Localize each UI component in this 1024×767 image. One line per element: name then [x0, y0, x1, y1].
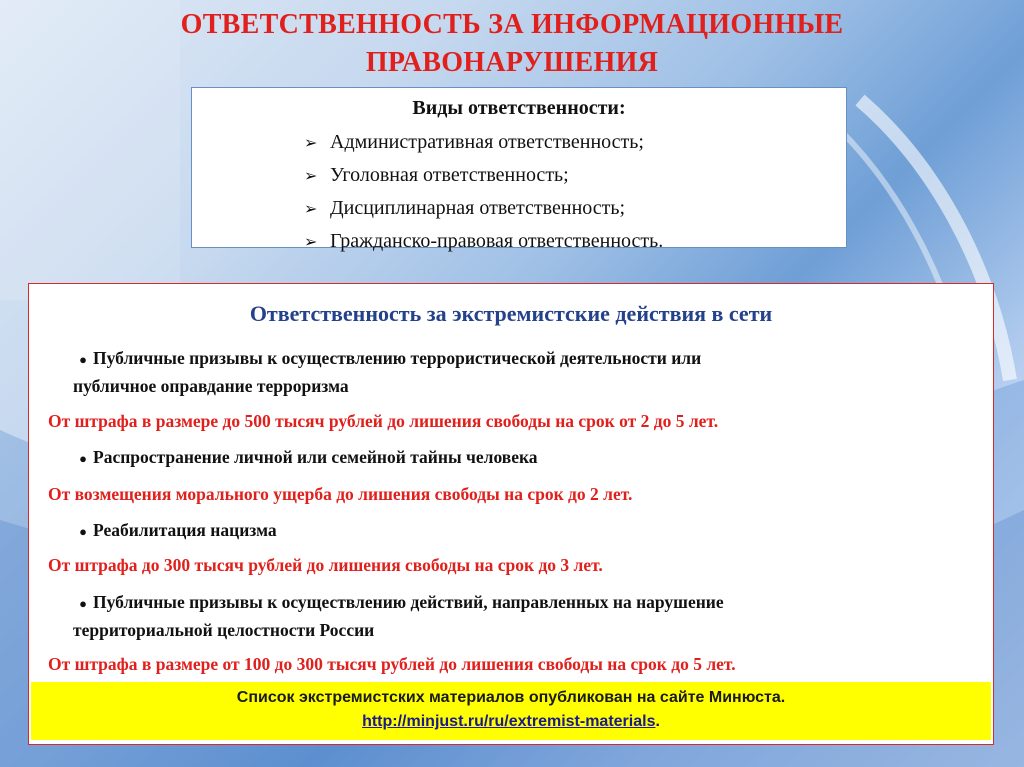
- offense-text: Распространение личной или семейной тайны человека: [93, 447, 538, 467]
- notice-text: Список экстремистских материалов опубликован на сайте Минюста.: [236, 689, 786, 706]
- offense-text: публичное оправдание терроризма: [73, 376, 349, 396]
- notice-link-line: [31, 713, 991, 731]
- extremist-materials-notice: [31, 682, 991, 740]
- arrow-bullet-icon: ➢: [304, 166, 318, 185]
- minjust-link[interactable]: http://minjust.ru/ru/extremist-materials: [362, 713, 656, 730]
- penalty-text: От штрафа в размере от 100 до 300 тысяч рублей до лишения свободы на срок до 5 лет.: [48, 654, 736, 674]
- bullet-icon: ●: [79, 524, 87, 539]
- list-item-label: Дисциплинарная ответственность;: [330, 197, 626, 219]
- bullet-icon: ●: [79, 596, 87, 611]
- notice-link-suffix: .: [655, 713, 660, 730]
- slide-title: [0, 6, 1024, 82]
- penalty-text: От возмещения морального ущерба до лишения свободы на срок до 2 лет.: [48, 484, 633, 504]
- offense-item: [73, 589, 953, 643]
- offense-text: территориальной целостности России: [73, 620, 375, 640]
- slide-title-line-2: ПРАВОНАРУШЕНИЯ: [365, 47, 659, 78]
- bullet-icon: ●: [79, 352, 87, 367]
- offense-text: Реабилитация нацизма: [93, 520, 277, 540]
- bullet-icon: ●: [79, 451, 87, 466]
- list-item-label: Административная ответственность;: [330, 131, 644, 153]
- penalty-text: От штрафа в размере до 500 тысяч рублей до лишения свободы на срок от 2 до 5 лет.: [48, 411, 719, 431]
- extremism-title: Ответственность за экстремистские действия в сети: [249, 301, 773, 326]
- liability-types-list: [304, 126, 663, 258]
- list-item: [304, 126, 663, 159]
- list-item: [304, 225, 663, 258]
- slide-title-line-1: ОТВЕТСТВЕННОСТЬ ЗА ИНФОРМАЦИОННЫЕ: [180, 9, 844, 40]
- extremism-liability-box: [28, 283, 994, 745]
- penalty-text: От штрафа до 300 тысяч рублей до лишения свободы на срок до 3 лет.: [48, 555, 603, 575]
- offense-text: Публичные призывы к осуществлению террористической деятельности или: [93, 348, 702, 368]
- list-item-label: Уголовная ответственность;: [330, 164, 569, 186]
- arrow-bullet-icon: ➢: [304, 232, 318, 251]
- offense-item: [73, 345, 953, 399]
- offense-item: [73, 444, 953, 472]
- arrow-bullet-icon: ➢: [304, 133, 318, 152]
- liability-types-box: [191, 87, 847, 252]
- list-item: [304, 159, 663, 192]
- offense-text: Публичные призывы к осуществлению действий, направленных на нарушение: [93, 592, 724, 612]
- list-item: [304, 192, 663, 225]
- liability-types-heading: Виды ответственности:: [412, 97, 626, 119]
- list-item-label: Гражданско-правовая ответственность.: [330, 230, 664, 252]
- offense-item: [73, 517, 953, 545]
- arrow-bullet-icon: ➢: [304, 199, 318, 218]
